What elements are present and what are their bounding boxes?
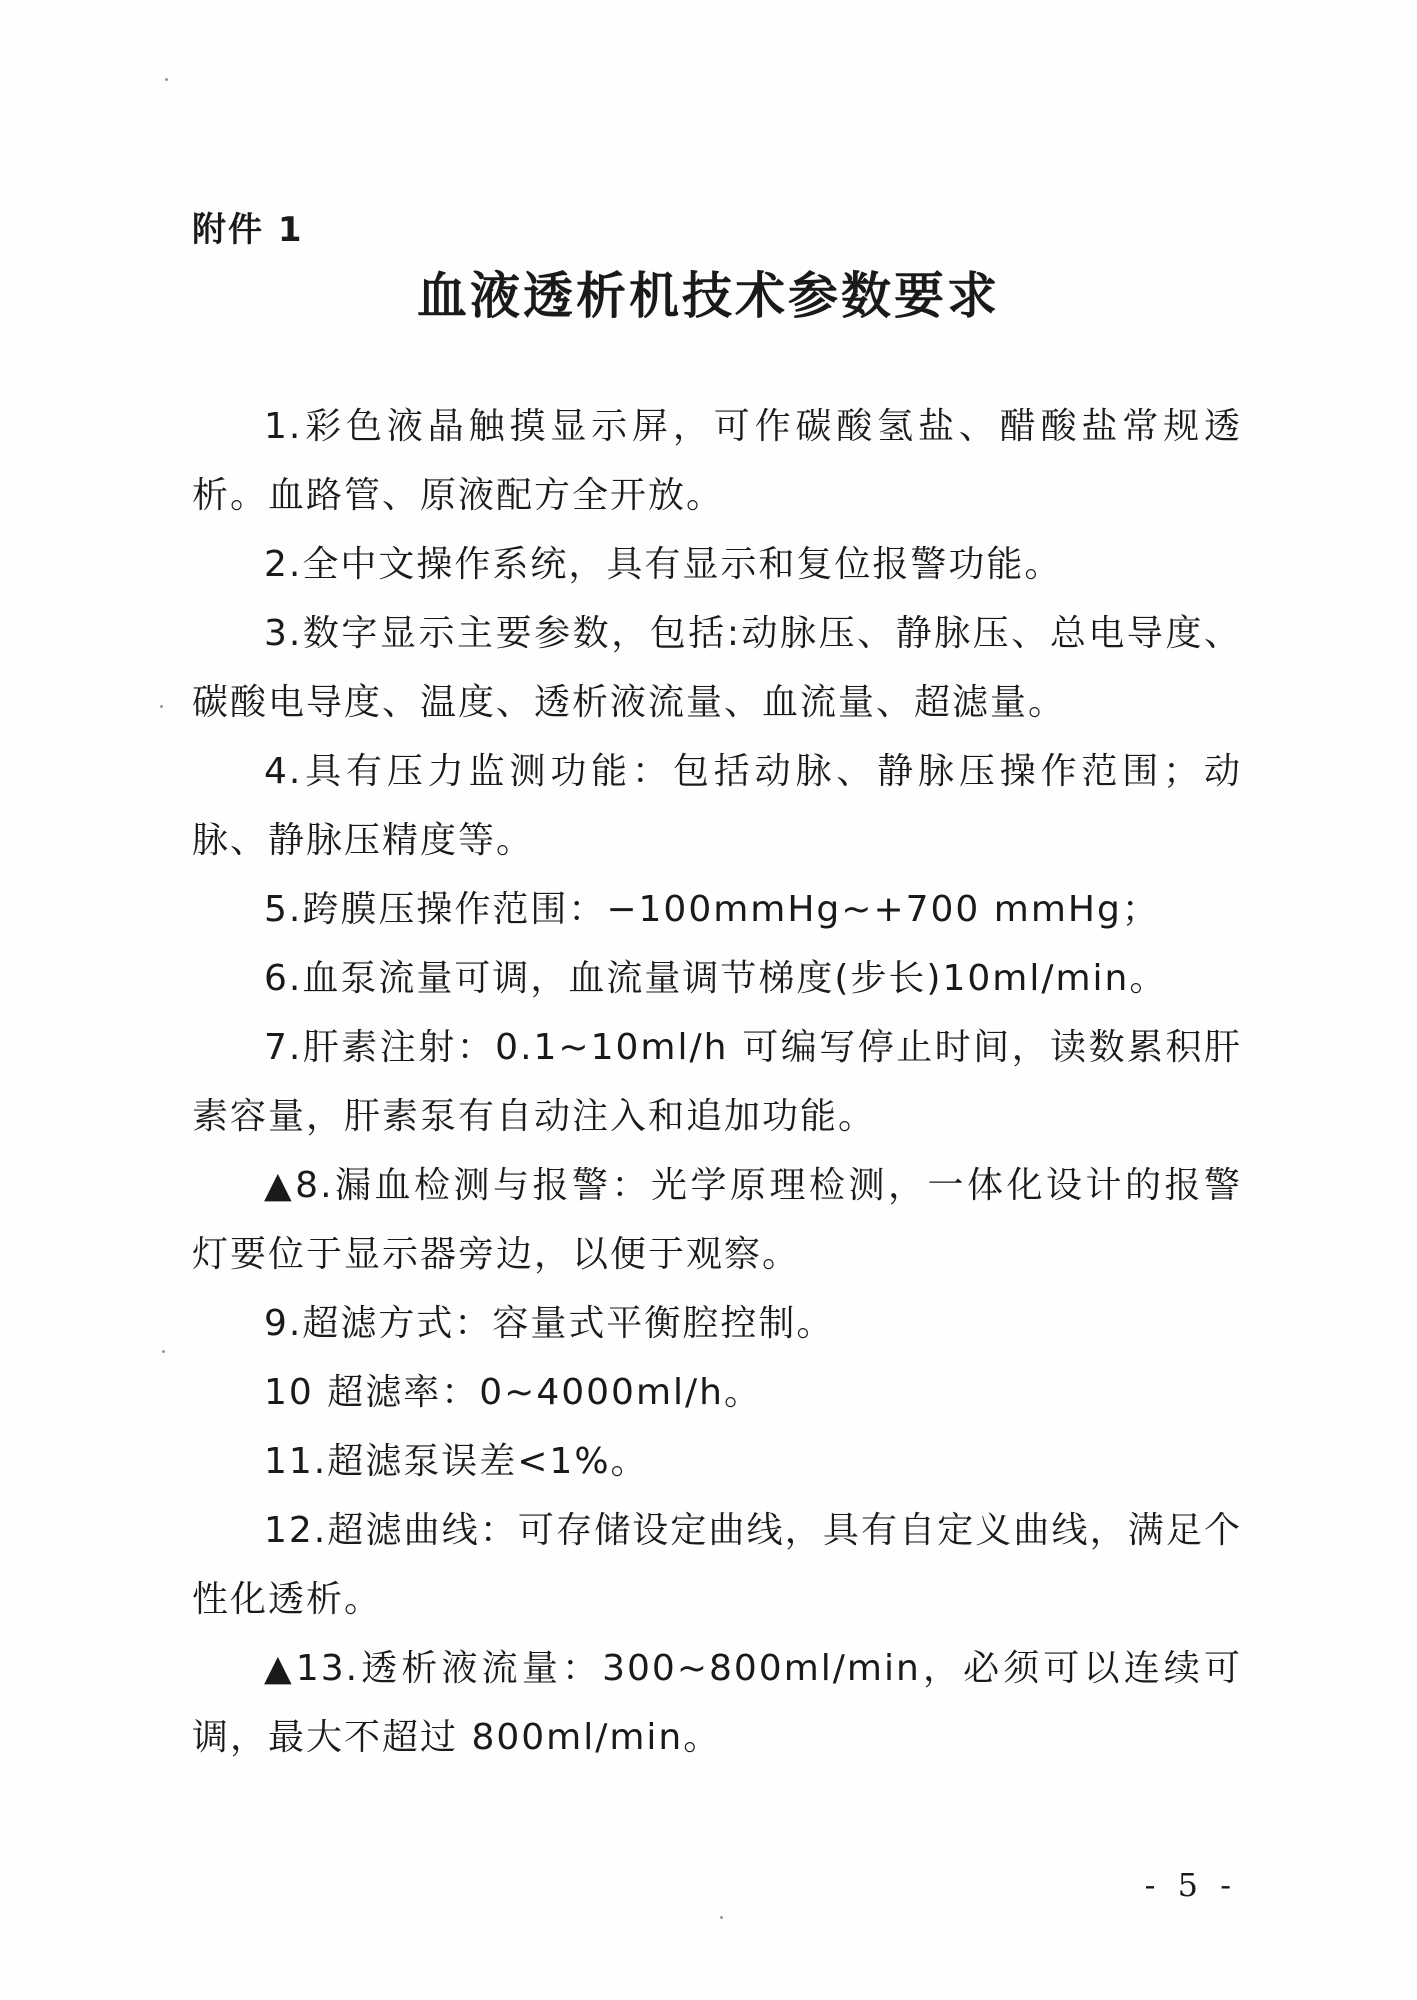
requirement-item-10: 10 超滤率：0~4000ml/h。 [264,1372,762,1413]
page-number: - 5 - [1144,1866,1237,1904]
requirement-item-2: 2.全中文操作系统，具有显示和复位报警功能。 [264,544,1063,585]
requirement-item-4: 4.具有压力监测功能：包括动脉、静脉压操作范围；动脉、静脉压精度等。 [192,751,1242,861]
scan-speck [165,78,168,81]
attachment-label: 附件 1 [192,210,304,250]
scan-speck [160,705,163,708]
requirement-item-9: 9.超滤方式：容量式平衡腔控制。 [264,1303,835,1344]
requirements-list [192,392,1242,1772]
requirement-item-3: 3.数字显示主要参数，包括:动脉压、静脉压、总电导度、碳酸电导度、温度、透析液流量、血流量、超滤量。 [192,613,1242,723]
requirement-item-6: 6.血泵流量可调，血流量调节梯度(步长)10ml/min。 [264,958,1168,999]
requirement-item-8: ▲8.漏血检测与报警：光学原理检测，一体化设计的报警灯要位于显示器旁边，以便于观察。 [192,1165,1242,1275]
requirement-item-1: 1.彩色液晶触摸显示屏，可作碳酸氢盐、醋酸盐常规透析。血路管、原液配方全开放。 [192,406,1242,516]
scan-speck [162,1350,165,1353]
requirement-item-5: 5.跨膜压操作范围：−100mmHg~+700 mmHg； [264,889,1160,930]
requirement-item-12: 12.超滤曲线：可存储设定曲线，具有自定义曲线，满足个性化透析。 [192,1510,1242,1620]
requirement-item-7: 7.肝素注射：0.1~10ml/h 可编写停止时间，读数累积肝素容量，肝素泵有自动注入和追加功能。 [192,1027,1242,1137]
requirement-item-13: ▲13.透析液流量：300~800ml/min，必须可以连续可调，最大不超过 800ml/min。 [192,1648,1242,1758]
document-title: 血液透析机技术参数要求 [417,266,1000,325]
scan-speck [720,1916,723,1919]
requirement-item-11: 11.超滤泵误差<1%。 [264,1441,649,1482]
